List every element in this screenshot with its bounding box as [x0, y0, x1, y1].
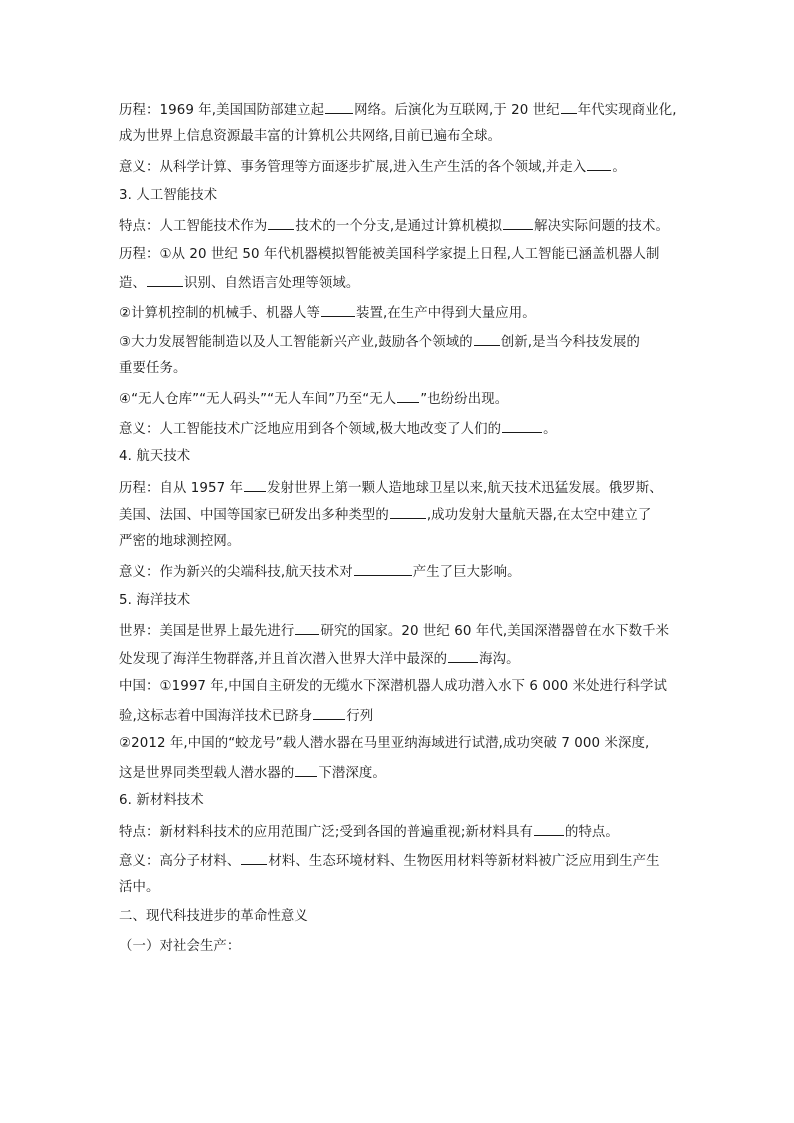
text-segment: 行列: [346, 708, 374, 724]
text-line: [119, 247, 684, 263]
text-segment: 研究的国家。20 世纪 60 年代,美国深潜器曾在水下数千米: [320, 624, 670, 639]
text-segment: 装置,在生产中得到大量应用。: [355, 305, 536, 321]
text-line: [119, 939, 684, 955]
text-line: [119, 506, 684, 522]
text-segment: 美国、法国、中国等国家已研发出多种类型的: [119, 508, 389, 523]
text-segment: 严密的地球测控网。: [119, 533, 241, 549]
text-segment: ,成功发射大量航天器,在太空中建立了: [426, 508, 652, 523]
text-segment: 造、: [119, 276, 146, 291]
text-segment: 历程：①从 20 世纪 50 年代机器模拟智能被美国科学家提上日程,人工智能已涵盖机器人制: [119, 246, 660, 262]
fill-in-blank: [241, 852, 267, 865]
text-segment: 特点：人工智能技术作为: [119, 219, 268, 234]
text-line: [119, 707, 684, 723]
text-line: [119, 390, 684, 406]
fill-in-blank: [587, 158, 611, 171]
text-line: [119, 333, 684, 349]
text-line: [119, 563, 684, 579]
text-segment: 世界：美国是世界上最先进行: [119, 624, 295, 639]
fill-in-blank: [295, 622, 319, 635]
text-line: [119, 880, 684, 896]
text-line: [119, 650, 684, 666]
text-line: [119, 274, 684, 290]
fill-in-blank: [474, 333, 500, 346]
text-segment: 识别、自然语言处理等领域。: [183, 276, 360, 291]
text-segment: 二、现代科技进步的革命性意义: [119, 909, 308, 924]
text-segment: 意义：高分子材料、: [119, 854, 241, 869]
fill-in-blank: [321, 304, 355, 317]
text-line: [119, 909, 684, 925]
text-segment: ”也纷纷出现。: [420, 392, 509, 407]
text-segment: 创新,是当今科技发展的: [500, 335, 640, 350]
text-segment: 产生了巨大影响。: [412, 565, 521, 580]
text-line: [119, 101, 684, 117]
text-segment: 。: [543, 421, 557, 437]
text-segment: 重要任务。: [119, 360, 187, 376]
text-segment: 活中。: [119, 879, 160, 895]
text-segment: 的特点。: [564, 824, 619, 840]
text-segment: 处发现了海洋生物群落,并且首次潜入世界大洋中最深的: [119, 651, 448, 667]
text-segment: ②2012 年,中国的“蛟龙号”载人潜水器在马里亚纳海域进行试潜,成功突破 7 000 米深度,: [119, 736, 650, 751]
text-segment: 特点：新材料科技术的应用范围广泛;受到各国的普遍重视;新材料具有: [119, 824, 533, 840]
text-segment: 海沟。: [479, 651, 520, 667]
text-segment: 年代实现商业化,: [577, 103, 677, 118]
text-line: [119, 823, 684, 839]
text-line: [119, 304, 684, 320]
fill-in-blank: [147, 274, 183, 287]
text-segment: ④“无人仓库”“无人码头”“无人车间”乃至“无人: [119, 392, 397, 407]
text-segment: 意义：人工智能技术广泛地应用到各个领域,极大地改变了人们的: [119, 421, 502, 437]
text-segment: 发射世界上第一颗人造地球卫星以来,航天技术迅猛发展。俄罗斯、: [267, 480, 663, 496]
fill-in-blank: [390, 506, 426, 519]
text-segment: 。: [612, 160, 626, 175]
text-segment: 中国：①1997 年,中国自主研发的无缆水下深潜机器人成功潜入水下 6 000 米处进行科学试: [119, 679, 668, 694]
text-segment: 验,这标志着中国海洋技术已跻身: [119, 708, 313, 724]
fill-in-blank: [502, 420, 542, 433]
text-segment: 网络。后演化为互联网,于 20 世纪: [354, 103, 560, 118]
text-segment: 解决实际问题的技术。: [534, 219, 670, 234]
text-segment: 4. 航天技术: [119, 449, 191, 464]
fill-in-blank: [397, 390, 419, 403]
fill-in-blank: [561, 101, 577, 114]
text-segment: 历程：自从 1957 年: [119, 480, 244, 496]
text-line: [119, 793, 684, 809]
text-line: [119, 764, 684, 780]
text-segment: 下潜深度。: [318, 765, 386, 781]
text-line: [119, 361, 684, 377]
text-line: [119, 736, 684, 752]
text-line: [119, 188, 684, 204]
fill-in-blank: [354, 563, 412, 576]
fill-in-blank: [534, 823, 564, 836]
text-line: [119, 534, 684, 550]
text-line: [119, 129, 684, 145]
fill-in-blank: [503, 217, 533, 230]
text-segment: 3. 人工智能技术: [119, 187, 218, 203]
text-segment: 意义：从科学计算、事务管理等方面逐步扩展,进入生产生活的各个领域,并走入: [119, 160, 587, 175]
text-segment: ②计算机控制的机械手、机器人等: [119, 305, 320, 321]
text-segment: 历程：1969 年,美国国防部建立起: [119, 103, 325, 118]
text-segment: 这是世界同类型载人潜水器的: [119, 765, 295, 781]
fill-in-blank: [313, 707, 345, 720]
text-line: [119, 158, 684, 174]
fill-in-blank: [448, 650, 478, 663]
fill-in-blank: [244, 479, 266, 492]
text-segment: 材料、生态环境材料、生物医用材料等新材料被广泛应用到生产生: [268, 854, 660, 869]
text-line: [119, 479, 684, 495]
text-line: [119, 420, 684, 436]
text-line: [119, 622, 684, 638]
fill-in-blank: [295, 764, 317, 777]
text-line: [119, 449, 684, 465]
text-segment: 6. 新材料技术: [119, 793, 204, 808]
text-segment: （一）对社会生产：: [119, 938, 241, 954]
fill-in-blank: [268, 217, 294, 230]
text-line: [119, 679, 684, 695]
fill-in-blank: [325, 101, 353, 114]
text-segment: 5. 海洋技术: [119, 592, 191, 608]
text-segment: 意义：作为新兴的尖端科技,航天技术对: [119, 565, 353, 580]
text-segment: ③大力发展智能制造以及人工智能新兴产业,鼓励各个领域的: [119, 335, 473, 350]
text-segment: 成为世界上信息资源最丰富的计算机公共网络,目前已遍布全球。: [119, 128, 502, 144]
text-line: [119, 593, 684, 609]
text-line: [119, 217, 684, 233]
text-segment: 技术的一个分支,是通过计算机模拟: [295, 219, 503, 234]
document-body: [119, 101, 684, 968]
text-line: [119, 852, 684, 868]
